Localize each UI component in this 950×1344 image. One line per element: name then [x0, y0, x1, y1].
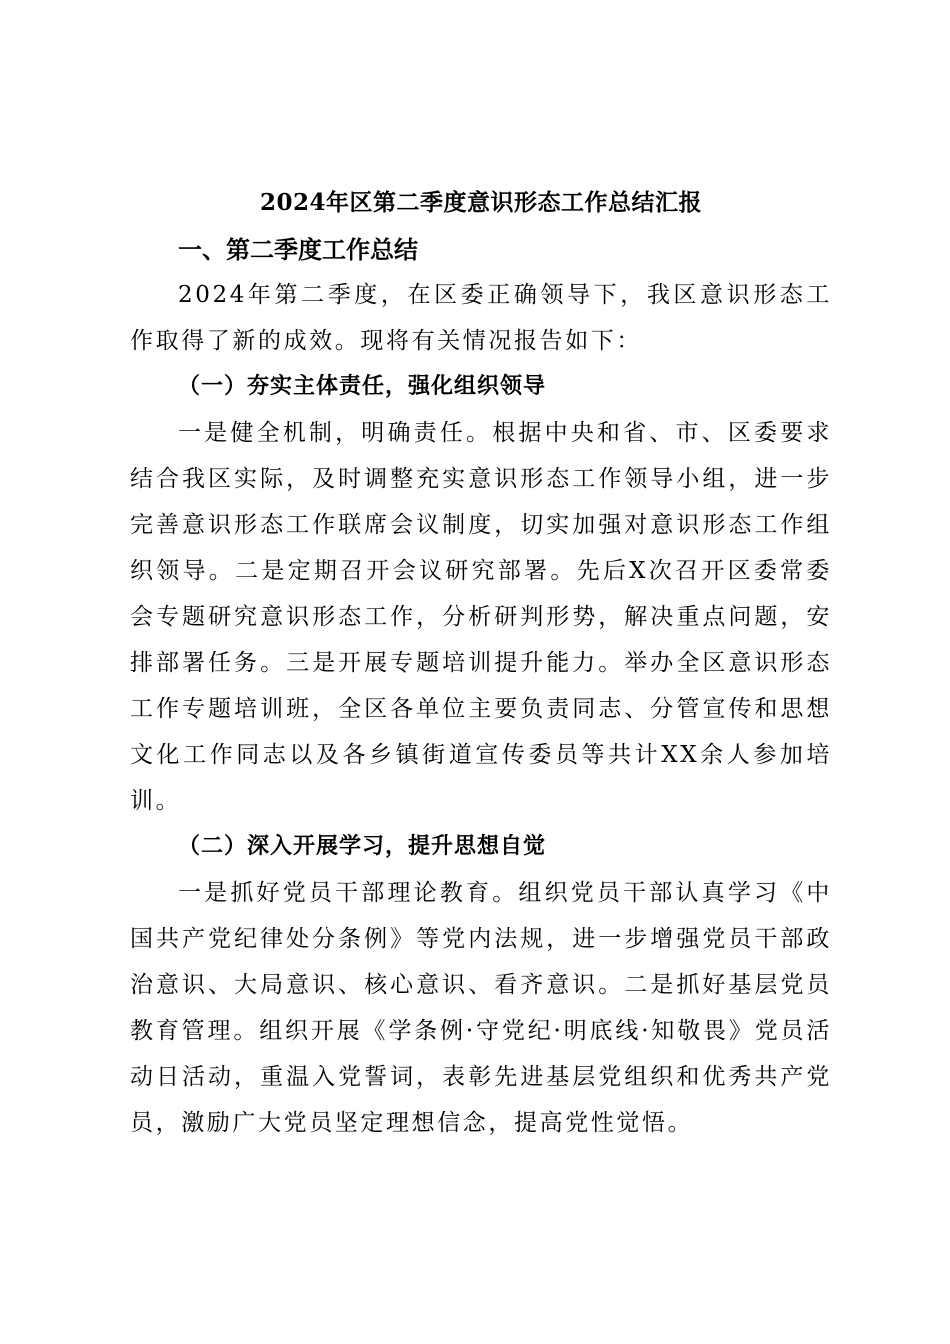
section-heading: 一、第二季度工作总结 [178, 236, 418, 264]
subsection-body-2: 一是抓好党员干部理论教育。组织党员干部认真学习《中国共产党纪律处分条例》等党内法规，进一步增强党员干部政治意识、大局意识、核心意识、看齐意识。二是抓好基层党员教育管理。组织开展《学条例·守党纪·明底线·知敬畏》党员活动日活动，重温入党誓词，表彰先进基层党组织和优秀共产党员，激励广大党员坚定理想信念，提高党性觉悟。 [130, 880, 832, 1136]
subsection-body-1: 一是健全机制，明确责任。根据中央和省、市、区委要求结合我区实际，及时调整充实意识形态工作领导小组，进一步完善意识形态工作联席会议制度，切实加强对意识形态工作组织领导。二是定期召开会议研究部署。先后X次召开区委常委会专题研究意识形态工作，分析研判形势，解决重点问题，安排部署任务。三是开展专题培训提升能力。举办全区意识形态工作专题培训班，全区各单位主要负责同志、分管宣传和思想文化工作同志以及各乡镇街道宣传委员等共计XX余人参加培训。 [130, 420, 832, 814]
document-title: 2024年区第二季度意识形态工作总结汇报 [259, 189, 702, 216]
intro-paragraph: 2024年第二季度，在区委正确领导下，我区意识形态工作取得了新的成效。现将有关情况报告如下： [130, 282, 832, 354]
subsection-heading-2: （二）深入开展学习，提升思想自觉 [178, 833, 547, 859]
subsection-heading-1: （一）夯实主体责任，强化组织领导 [178, 373, 547, 399]
